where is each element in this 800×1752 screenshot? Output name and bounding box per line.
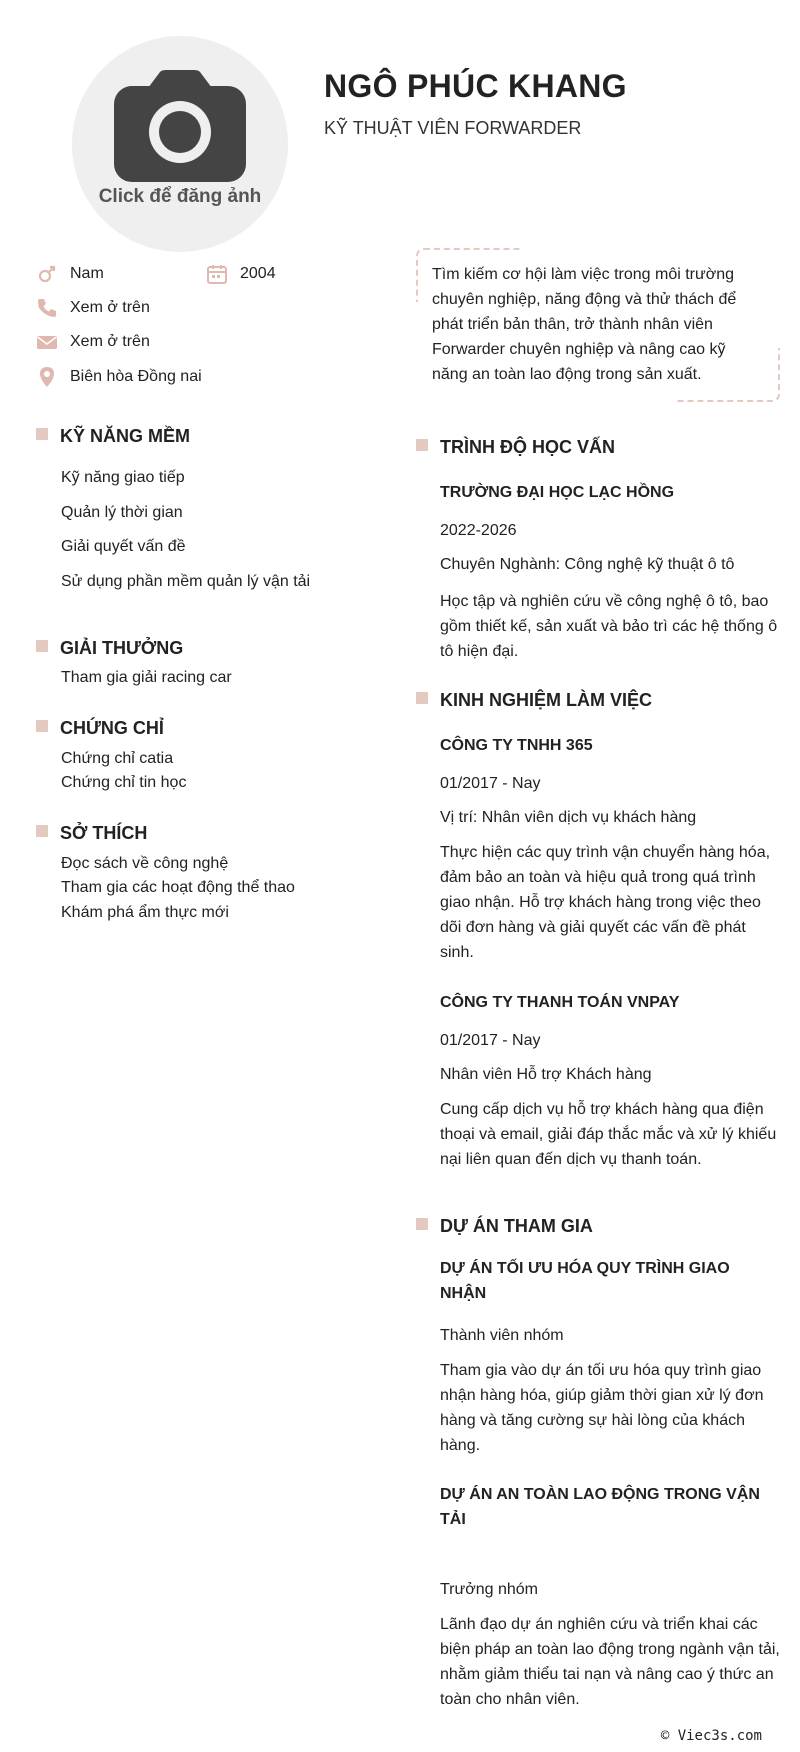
job-position: Nhân viên Hỗ trợ Khách hàng bbox=[440, 1066, 652, 1083]
job-period: 01/2017 - Nay bbox=[440, 775, 541, 792]
phone-value: Xem ở trên bbox=[70, 299, 150, 316]
job-title: KỸ THUẬT VIÊN FORWARDER bbox=[324, 118, 582, 138]
awards-heading bbox=[36, 638, 183, 659]
soft-skill-item: Quản lý thời gian bbox=[61, 504, 183, 521]
education-description: Học tập và nghiên cứu về công nghệ ô tô, bao gồm thiết kế, sản xuất và bảo trì các hệ thống ô tô hiện đại. bbox=[440, 593, 778, 660]
contact-gender bbox=[36, 263, 104, 285]
calendar-icon bbox=[206, 263, 228, 285]
job-company: CÔNG TY THANH TOÁN VNPAY bbox=[440, 994, 680, 1011]
certificates-heading-text: CHỨNG CHỈ bbox=[60, 718, 164, 738]
project-name: DỰ ÁN TỐI ƯU HÓA QUY TRÌNH GIAO NHẬN bbox=[440, 1260, 730, 1302]
education-period: 2022-2026 bbox=[440, 522, 517, 539]
birth-year-value: 2004 bbox=[240, 265, 276, 282]
awards-heading-text: GIẢI THƯỞNG bbox=[60, 638, 184, 658]
phone-icon bbox=[36, 297, 58, 319]
candidate-name: NGÔ PHÚC KHANG bbox=[324, 68, 627, 104]
avatar-caption: Click để đăng ảnh bbox=[98, 186, 262, 207]
soft-skill-item: Giải quyết vấn đề bbox=[61, 538, 186, 555]
heading-marker bbox=[36, 720, 48, 732]
camera-icon bbox=[114, 68, 246, 184]
education-major: Chuyên Nghành: Công nghệ kỹ thuật ô tô bbox=[440, 556, 735, 573]
education-heading-text: TRÌNH ĐỘ HỌC VẤN bbox=[440, 437, 615, 457]
heading-marker bbox=[36, 825, 48, 837]
experience-heading-text: KINH NGHIỆM LÀM VIỆC bbox=[440, 690, 653, 710]
hobby-item: Tham gia các hoạt động thể thao bbox=[61, 879, 295, 896]
mail-icon bbox=[36, 331, 58, 353]
contact-address bbox=[36, 366, 202, 388]
email-value: Xem ở trên bbox=[70, 333, 150, 350]
job-description: Cung cấp dịch vụ hỗ trợ khách hàng qua điện thoại và email, giải đáp thắc mắc và xử lý khiếu nại liên quan đến dịch vụ thanh toán. bbox=[440, 1101, 777, 1168]
career-objective: Tìm kiếm cơ hội làm việc trong môi trường chuyên nghiệp, năng động và thử thách để phát triển bản thân, trở thành nhân viên Forwarder chuyên nghiệp và nâng cao kỹ năng an toàn lao động trong sản xuất. bbox=[432, 266, 737, 383]
project-description: Tham gia vào dự án tối ưu hóa quy trình giao nhận hàng hóa, giúp giảm thời gian xử lý đơn hàng và tăng cường sự hài lòng của khách hàng. bbox=[440, 1362, 764, 1454]
project-role: Trưởng nhóm bbox=[440, 1581, 538, 1598]
gender-value: Nam bbox=[70, 265, 104, 282]
job-position: Vị trí: Nhân viên dịch vụ khách hàng bbox=[440, 809, 697, 826]
heading-marker bbox=[416, 439, 428, 451]
certificate-item: Chứng chỉ catia bbox=[61, 750, 174, 767]
heading-marker bbox=[416, 692, 428, 704]
certificates-heading bbox=[36, 718, 164, 739]
hobby-item: Đọc sách về công nghệ bbox=[61, 855, 229, 872]
certificate-item: Chứng chỉ tin học bbox=[61, 774, 187, 791]
hobby-item: Khám phá ẩm thực mới bbox=[61, 904, 229, 921]
heading-marker bbox=[36, 640, 48, 652]
job-company: CÔNG TY TNHH 365 bbox=[440, 737, 593, 754]
location-pin-icon bbox=[36, 366, 58, 388]
projects-heading bbox=[416, 1216, 593, 1237]
gender-icon bbox=[36, 263, 58, 285]
award-item: Tham gia giải racing car bbox=[61, 669, 232, 686]
hobbies-heading bbox=[36, 823, 147, 844]
job-description: Thực hiện các quy trình vận chuyển hàng hóa, đảm bảo an toàn và hiệu quả trong quá trình giao nhận. Hỗ trợ khách hàng trong việc theo dõi đơn hàng và giải quyết các vấn đề phát sinh. bbox=[440, 844, 771, 961]
avatar-upload[interactable] bbox=[72, 36, 288, 252]
contact-email bbox=[36, 331, 150, 353]
heading-marker bbox=[416, 1218, 428, 1230]
address-value: Biên hòa Đồng nai bbox=[70, 368, 202, 385]
hobbies-heading-text: SỞ THÍCH bbox=[60, 823, 148, 843]
contact-phone bbox=[36, 297, 150, 319]
contact-birth-year bbox=[206, 263, 276, 285]
copyright-footer: © Viec3s.com bbox=[660, 1728, 762, 1744]
education-heading bbox=[416, 437, 615, 458]
project-role: Thành viên nhóm bbox=[440, 1327, 564, 1344]
experience-heading bbox=[416, 690, 652, 711]
school-name: TRƯỜNG ĐẠI HỌC LẠC HỒNG bbox=[440, 484, 675, 501]
project-description: Lãnh đạo dự án nghiên cứu và triển khai các biện pháp an toàn lao động trong ngành vận tải, nhằm giảm thiểu tai nạn và nâng cao ý thức an toàn cho nhân viên. bbox=[440, 1616, 780, 1708]
heading-marker bbox=[36, 428, 48, 440]
job-period: 01/2017 - Nay bbox=[440, 1032, 541, 1049]
project-name: DỰ ÁN AN TOÀN LAO ĐỘNG TRONG VẬN TẢI bbox=[440, 1486, 760, 1528]
soft-skills-heading-text: KỸ NĂNG MỀM bbox=[60, 426, 190, 446]
soft-skills-heading bbox=[36, 426, 190, 447]
soft-skill-item: Kỹ năng giao tiếp bbox=[61, 469, 185, 486]
soft-skill-item: Sử dụng phần mềm quản lý vận tải bbox=[61, 573, 311, 590]
projects-heading-text: DỰ ÁN THAM GIA bbox=[440, 1216, 593, 1236]
